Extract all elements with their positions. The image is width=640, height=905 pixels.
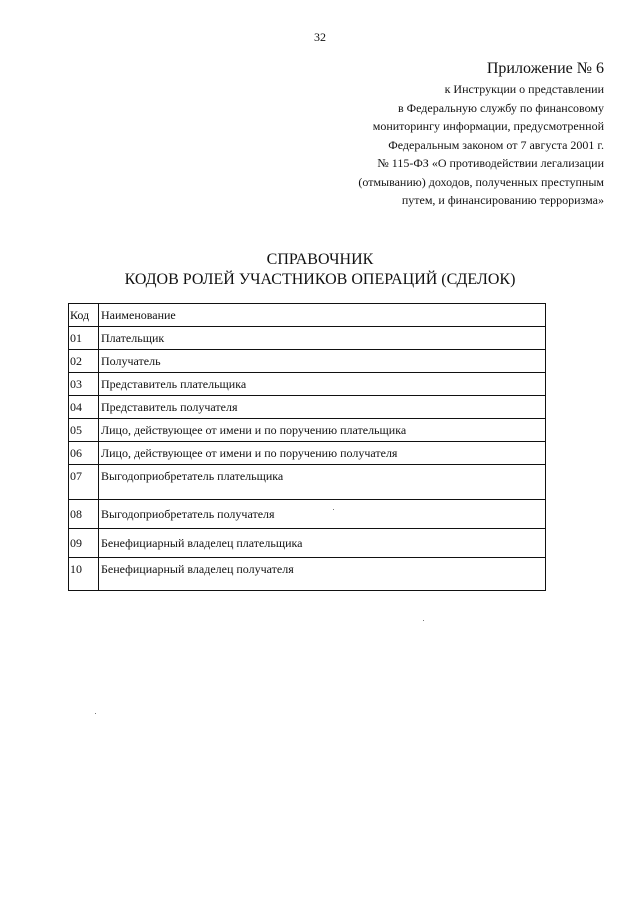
row-name: Плательщик: [99, 327, 546, 350]
table-row: [69, 373, 546, 396]
header-name: Наименование: [99, 304, 546, 327]
table-row: [69, 558, 546, 591]
document-title-line-1: СПРАВОЧНИК: [266, 251, 374, 268]
appendix-line: мониторингу информации, предусмотренной: [372, 119, 604, 133]
document-title-line-2: КОДОВ РОЛЕЙ УЧАСТНИКОВ ОПЕРАЦИЙ (СДЕЛОК): [124, 271, 516, 288]
page-number: 32: [314, 30, 326, 44]
table-row: [69, 442, 546, 465]
table-header-row: [69, 304, 546, 327]
row-name: Представитель плательщика: [99, 373, 546, 396]
appendix-line: Федеральным законом от 7 августа 2001 г.: [388, 137, 604, 152]
row-code: 03: [69, 373, 99, 396]
row-name: Бенефициарный владелец получателя: [99, 558, 546, 591]
table-row: [69, 396, 546, 419]
scan-speck: [423, 620, 424, 621]
appendix-line: к Инструкции о представлении: [444, 82, 604, 96]
appendix-title: Приложение № 6: [486, 60, 604, 77]
scan-speck: [95, 713, 96, 714]
row-name: Выгодоприобретатель плательщика: [99, 465, 546, 500]
row-code: 08: [69, 500, 99, 529]
row-name: Выгодоприобретатель получателя: [99, 500, 546, 529]
row-code: 01: [69, 327, 99, 350]
row-code: 10: [69, 558, 99, 591]
document-title: [0, 250, 640, 290]
row-code: 09: [69, 529, 99, 558]
scan-speck: [333, 509, 334, 510]
row-name: Лицо, действующее от имени и по поручению получателя: [99, 442, 546, 465]
header-code: Код: [69, 304, 99, 327]
appendix-line: № 115-ФЗ «О противодействии легализации: [377, 156, 604, 170]
row-code: 06: [69, 442, 99, 465]
table-row: [69, 529, 546, 558]
table-row: [69, 465, 546, 500]
appendix-line: (отмыванию) доходов, полученных преступным: [358, 174, 604, 189]
appendix-line: в Федеральную службу по финансовому: [397, 100, 604, 115]
row-code: 05: [69, 419, 99, 442]
row-name: Получатель: [99, 350, 546, 373]
table-row: [69, 327, 546, 350]
row-code: 04: [69, 396, 99, 419]
row-name: Лицо, действующее от имени и по поручению плательщика: [99, 419, 546, 442]
appendix-reference: [358, 80, 604, 210]
row-name: Бенефициарный владелец плательщика: [99, 529, 546, 558]
appendix-line: путем, и финансированию терроризма»: [401, 193, 604, 207]
row-code: 02: [69, 350, 99, 373]
row-code: 07: [69, 465, 99, 500]
table-row: [69, 350, 546, 373]
row-name: Представитель получателя: [99, 396, 546, 419]
table-row: [69, 500, 546, 529]
role-codes-table: [68, 303, 546, 591]
table-row: [69, 419, 546, 442]
